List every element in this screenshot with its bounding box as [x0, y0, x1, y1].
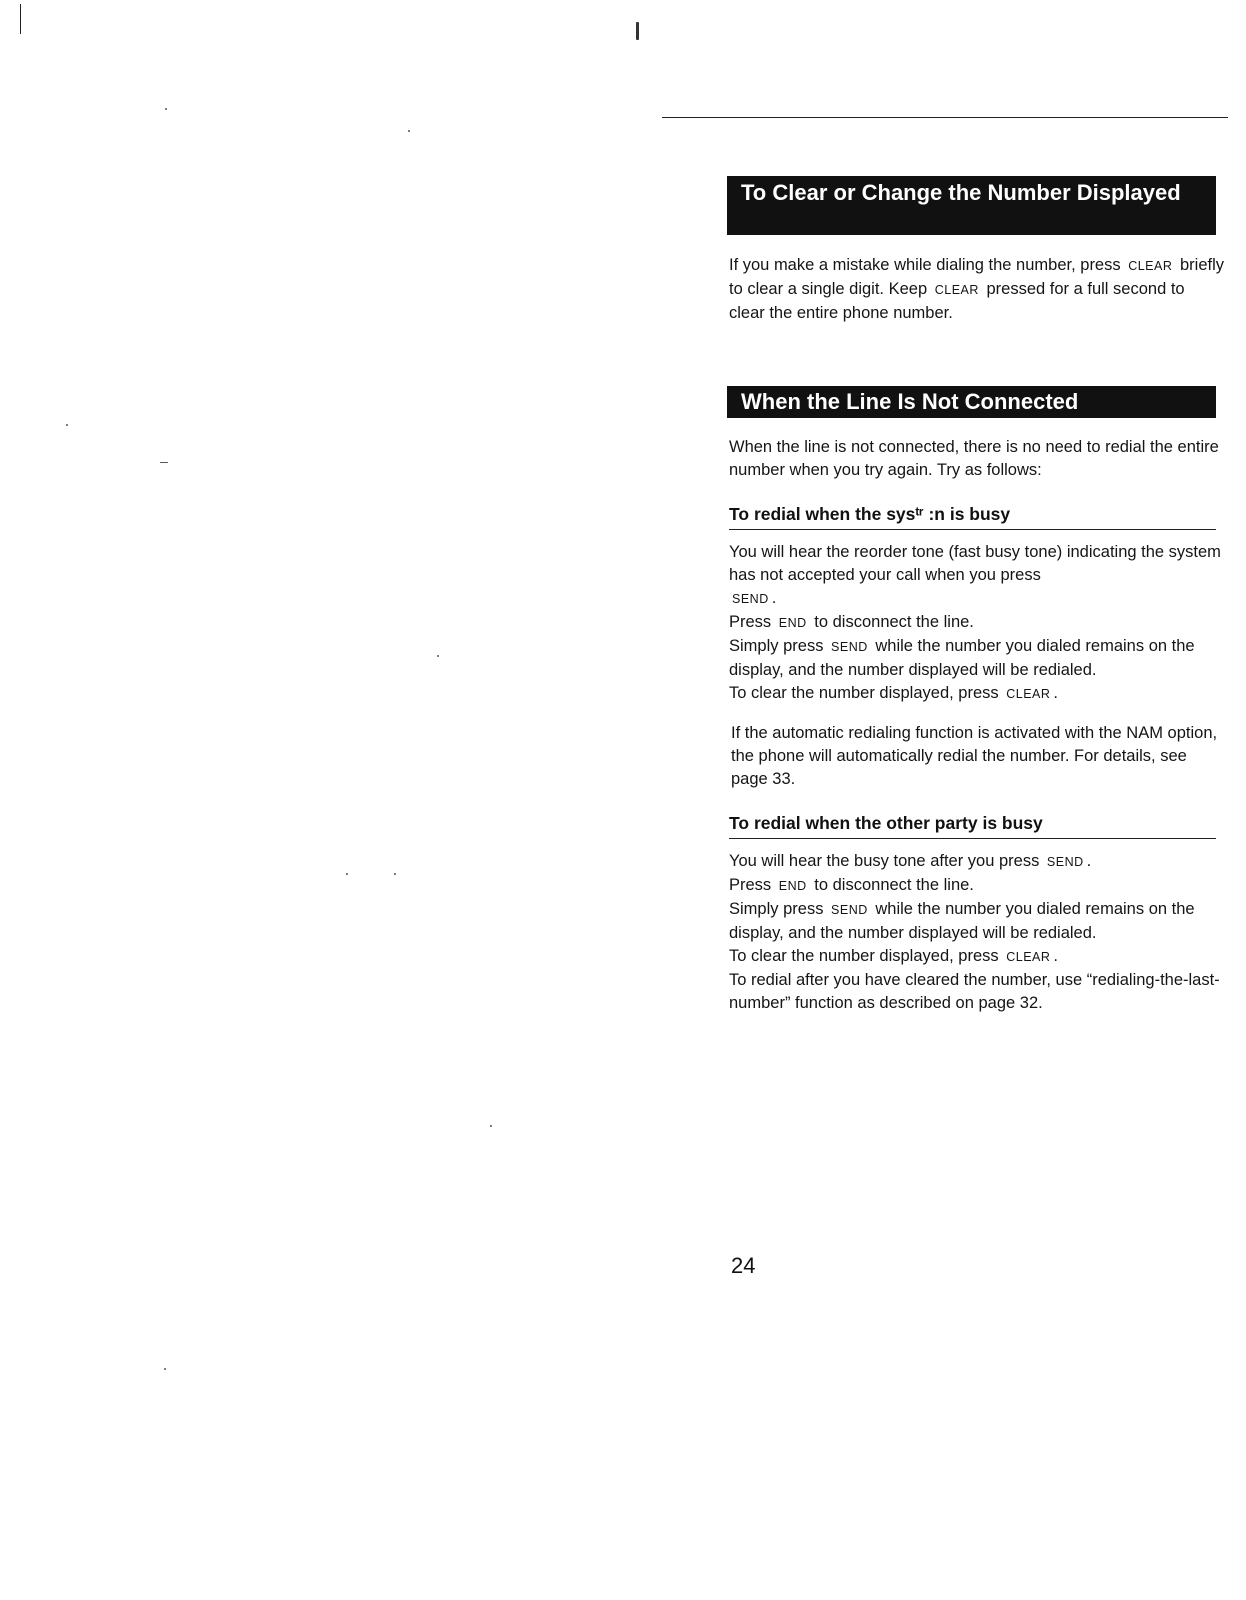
text: to disconnect the line. [814, 876, 974, 894]
text: to disconnect the line. [814, 613, 974, 631]
send-key-label: SEND [732, 592, 769, 606]
scan-speck [408, 130, 410, 132]
clear-instructions-paragraph [729, 254, 1224, 325]
scan-speck [165, 108, 167, 110]
instruction-line [729, 898, 1224, 945]
send-key-label: SEND [831, 903, 868, 917]
scan-speck [394, 873, 396, 875]
scan-speck [437, 655, 439, 657]
section-header-line-not-connected: When the Line Is Not Connected [727, 386, 1216, 418]
instruction-line: To redial after you have cleared the number, use “redialing-the-last-number” function as described on page 32. [729, 971, 1220, 1012]
scan-speck [164, 1368, 166, 1370]
text: To clear the number displayed, press [729, 684, 999, 702]
clear-key-label: CLEAR [1006, 950, 1051, 964]
text: Simply press [729, 637, 824, 655]
text: while the number you dialed remains on the display, and the number displayed will be redialed. [729, 900, 1195, 942]
instruction-line [729, 945, 1224, 969]
scan-speck [346, 873, 348, 875]
instruction-line [729, 541, 1224, 611]
text: pressed for a full second to clear the entire phone number. [729, 280, 1185, 322]
text: Press [729, 613, 772, 631]
instruction-line [729, 611, 1224, 635]
subheading-system-busy: To redial when the sysᵗʳ :n is busy [729, 502, 1216, 530]
scan-speck [636, 22, 639, 40]
margin-mark [20, 4, 21, 34]
scan-speck [160, 462, 168, 463]
page-number: 24 [731, 1253, 756, 1278]
instruction-line [729, 850, 1224, 874]
instruction-line [729, 874, 1224, 898]
section-header-clear-change: To Clear or Change the Number Displayed [727, 176, 1216, 235]
instruction-line [729, 682, 1224, 706]
text: . [771, 589, 777, 607]
send-key-label: SEND [1046, 855, 1084, 869]
instruction-line [729, 635, 1224, 682]
other-party-busy-instructions [729, 850, 1224, 1015]
end-key-label: END [778, 616, 807, 630]
text: while the number you dialed remains on the display, and the number displayed will be redialed. [729, 637, 1195, 679]
scan-speck [66, 424, 68, 426]
text: Simply press [729, 900, 824, 918]
text: . [1053, 947, 1059, 965]
line-not-connected-intro: When the line is not connected, there is no need to redial the entire number when you try again. Try as follows: [729, 438, 1219, 479]
send-key-label: SEND [831, 640, 868, 654]
clear-key-label: CLEAR [1006, 687, 1051, 701]
scan-speck [490, 1125, 492, 1127]
text: . [1086, 852, 1092, 870]
clear-key-label: CLEAR [1128, 259, 1173, 273]
text: You will hear the busy tone after you press [729, 852, 1040, 870]
text: . [1053, 684, 1059, 702]
auto-redial-note: If the automatic redialing function is activated with the NAM option, the phone will automatically redial the number. For details, see page 33. [731, 724, 1218, 788]
text: You will hear the reorder tone (fast busy tone) indicating the system has not accepted your call when you press [729, 543, 1221, 584]
text: To clear the number displayed, press [729, 947, 999, 965]
top-rule [662, 117, 1228, 118]
clear-key-label: CLEAR [934, 283, 979, 297]
text: If you make a mistake while dialing the number, press [729, 256, 1121, 274]
text: Press [729, 876, 772, 894]
end-key-label: END [778, 879, 807, 893]
system-busy-instructions [729, 541, 1224, 706]
text: briefly to clear a single digit. Keep [729, 256, 1224, 298]
subheading-other-party-busy: To redial when the other party is busy [729, 811, 1216, 839]
